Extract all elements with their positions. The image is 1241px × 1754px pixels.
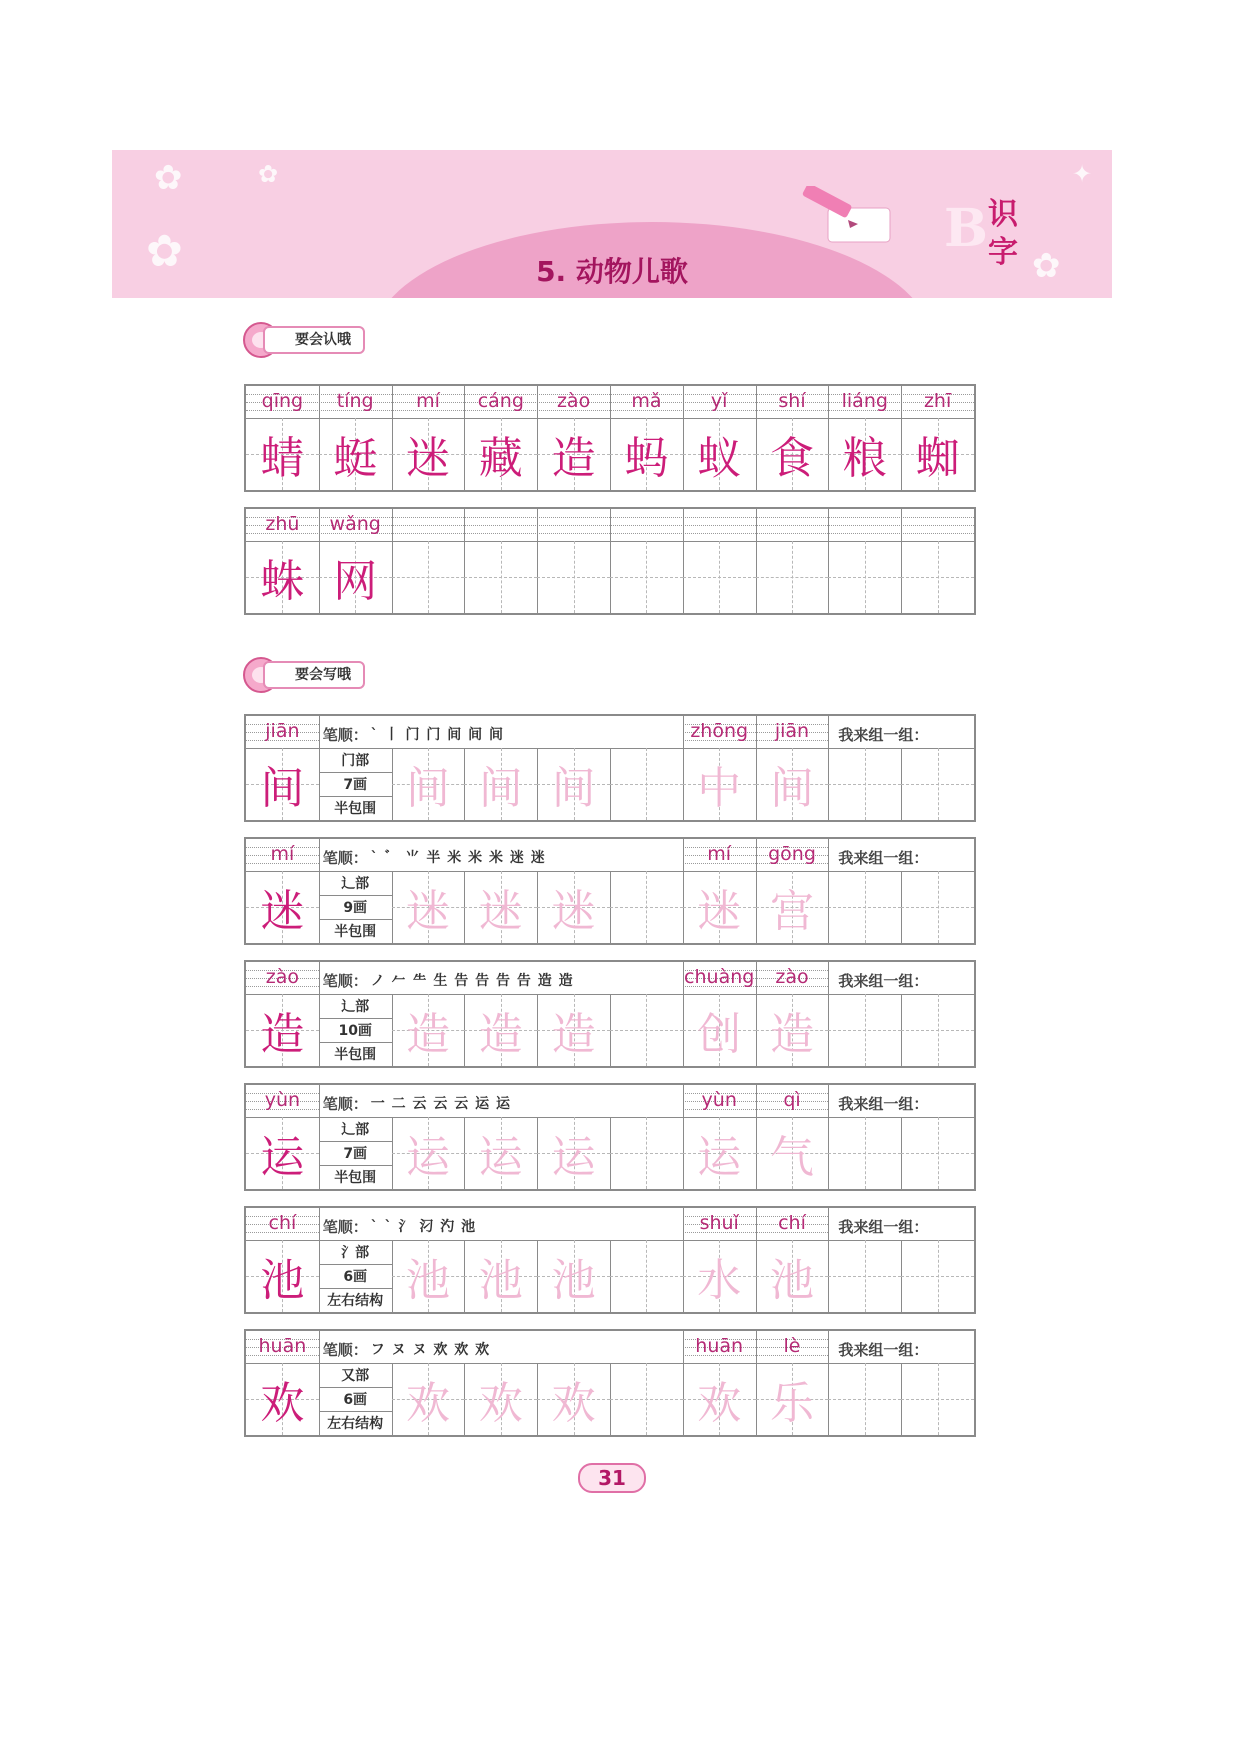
radical-label: 门部 <box>341 753 370 769</box>
pinyin-label: wǎng <box>329 513 381 535</box>
recognize-grid-row-1 <box>244 384 976 492</box>
cell-guide <box>828 784 901 785</box>
recognize-grid-row-2 <box>244 507 976 615</box>
hanzi-character: 间 <box>260 763 305 814</box>
flower-icon: ✿ <box>146 226 183 277</box>
cell-guide <box>901 1153 974 1154</box>
hanzi-character: 造 <box>260 1009 305 1060</box>
word-character-2: 乐 <box>769 1378 814 1429</box>
pinyin-label: jiān <box>265 720 300 742</box>
writing-row <box>244 1329 976 1437</box>
trace-character: 造 <box>405 1009 450 1060</box>
cell-guide <box>537 577 610 578</box>
cell-guide <box>610 1030 683 1031</box>
word-character-2: 气 <box>769 1132 814 1183</box>
trace-character: 池 <box>405 1255 450 1306</box>
word-pinyin-2: zào <box>775 966 809 988</box>
stroke-count: 7画 <box>343 1146 368 1162</box>
cell-divider <box>828 716 829 820</box>
cell-guide <box>683 577 756 578</box>
stroke-order-sequence: 一 二 云 云 云 运 运 <box>370 1096 512 1112</box>
trace-character: 运 <box>478 1132 523 1183</box>
structure-label: 左右结构 <box>327 1416 384 1432</box>
cell-guide <box>901 1276 974 1277</box>
pinyin-label: qīng <box>261 390 304 412</box>
word-character-1: 欢 <box>697 1378 742 1429</box>
hanzi-character: 食 <box>769 433 814 484</box>
cell-guide <box>610 577 683 578</box>
word-character-1: 水 <box>697 1255 742 1306</box>
pinyin-label: tíng <box>336 390 374 412</box>
trace-character: 迷 <box>478 886 523 937</box>
cell-guide <box>610 784 683 785</box>
pinyin-label: zhū <box>265 513 300 535</box>
pinyin-label: liáng <box>841 390 888 412</box>
structure-label: 半包围 <box>334 924 377 940</box>
stroke-order-label: 笔顺： <box>322 849 368 867</box>
cell-guide <box>901 784 974 785</box>
pinyin-label: zhī <box>923 390 952 412</box>
structure-label: 左右结构 <box>327 1293 384 1309</box>
cell-guide <box>392 577 465 578</box>
stroke-count: 6画 <box>343 1392 368 1408</box>
flower-icon: ✿ <box>154 158 183 198</box>
b-letter-decoration: B <box>944 198 988 259</box>
stroke-order-sequence: ` ゛ ⺌ 半 米 米 米 迷 迷 <box>370 850 546 866</box>
writing-row <box>244 960 976 1068</box>
page-number: 31 <box>578 1463 646 1493</box>
radical-label: 辶部 <box>341 1122 370 1138</box>
cell-divider <box>610 509 611 613</box>
stroke-order-label: 笔顺： <box>322 726 368 744</box>
pinyin-label: mí <box>416 390 440 412</box>
pinyin-label: yǐ <box>710 390 728 412</box>
cell-divider <box>464 509 465 613</box>
trace-character: 运 <box>405 1132 450 1183</box>
trace-character: 欢 <box>478 1378 523 1429</box>
flower-icon: ✦ <box>1072 160 1093 188</box>
hanzi-character: 运 <box>260 1132 305 1183</box>
trace-character: 造 <box>551 1009 596 1060</box>
structure-label: 半包围 <box>334 1047 377 1063</box>
unit-side-label: 识字 <box>988 197 1018 270</box>
cell-guide <box>901 1030 974 1031</box>
hanzi-character: 网 <box>333 556 378 607</box>
word-pinyin-2: lè <box>783 1335 801 1357</box>
meta-divider <box>319 1264 392 1265</box>
cell-guide <box>610 907 683 908</box>
trace-character: 欢 <box>405 1378 450 1429</box>
structure-label: 半包围 <box>334 1170 377 1186</box>
stroke-order-sequence: ノ 𠂉 ⺧ 生 告 告 告 告 造 造 <box>370 973 574 989</box>
writing-row <box>244 1206 976 1314</box>
cell-guide <box>464 577 537 578</box>
stroke-order-label: 笔顺： <box>322 1341 368 1359</box>
cell-guide <box>901 1399 974 1400</box>
word-practice-label: 我来组一组： <box>838 1095 929 1113</box>
cell-divider <box>828 1208 829 1312</box>
cell-divider <box>828 1331 829 1435</box>
meta-divider <box>319 1042 392 1043</box>
cell-guide <box>901 577 974 578</box>
word-practice-label: 我来组一组： <box>838 726 929 744</box>
meta-divider <box>319 1288 392 1289</box>
word-pinyin-1: zhōng <box>690 720 749 742</box>
cell-divider <box>828 962 829 1066</box>
stroke-order-sequence: フ ヌ ヌ 欢 欢 欢 <box>370 1342 491 1358</box>
pinyin-label: shí <box>778 390 806 412</box>
radical-label: 辶部 <box>341 999 370 1015</box>
lesson-title: 5. 动物儿歌 <box>536 255 688 288</box>
hanzi-character: 欢 <box>260 1378 305 1429</box>
stroke-order-label: 笔顺： <box>322 1095 368 1113</box>
cell-guide <box>756 577 829 578</box>
pinyin-label: cáng <box>477 390 524 412</box>
cell-guide <box>828 1153 901 1154</box>
hanzi-character: 蚁 <box>697 433 742 484</box>
word-character-2: 造 <box>769 1009 814 1060</box>
hanzi-character: 迷 <box>260 886 305 937</box>
trace-character: 池 <box>551 1255 596 1306</box>
writing-row <box>244 1083 976 1191</box>
cell-guide <box>901 907 974 908</box>
cell-divider <box>756 509 757 613</box>
cell-divider <box>901 509 902 613</box>
hanzi-character: 蚂 <box>624 433 669 484</box>
trace-character: 运 <box>551 1132 596 1183</box>
word-practice-label: 我来组一组： <box>838 849 929 867</box>
hanzi-character: 粮 <box>842 433 887 484</box>
hanzi-character: 迷 <box>405 433 450 484</box>
writing-row <box>244 714 976 822</box>
meta-divider <box>319 772 392 773</box>
trace-character: 间 <box>405 763 450 814</box>
meta-divider <box>319 1387 392 1388</box>
radical-label: 辶部 <box>341 876 370 892</box>
stroke-count: 9画 <box>343 900 368 916</box>
flower-icon: ✿ <box>1032 246 1061 286</box>
pinyin-label: mí <box>270 843 295 865</box>
hanzi-character: 蛛 <box>260 556 305 607</box>
word-practice-label: 我来组一组： <box>838 1218 929 1236</box>
word-practice-label: 我来组一组： <box>838 1341 929 1359</box>
word-character-1: 创 <box>697 1009 742 1060</box>
hanzi-character: 池 <box>260 1255 305 1306</box>
word-pinyin-2: gōng <box>768 843 816 865</box>
word-pinyin-1: chuàng <box>684 966 755 988</box>
trace-character: 间 <box>478 763 523 814</box>
word-pinyin-1: mí <box>707 843 732 865</box>
word-practice-label: 我来组一组： <box>838 972 929 990</box>
cell-guide <box>828 1276 901 1277</box>
word-pinyin-1: shuǐ <box>699 1212 739 1234</box>
hanzi-character: 藏 <box>478 433 523 484</box>
pinyin-label: mǎ <box>631 390 662 412</box>
word-pinyin-2: qì <box>783 1089 801 1111</box>
trace-character: 欢 <box>551 1378 596 1429</box>
stroke-order-sequence: ` ` 氵 汈 汋 池 <box>370 1219 477 1235</box>
stroke-count: 7画 <box>343 777 368 793</box>
radical-label: 又部 <box>341 1368 370 1384</box>
cell-guide <box>610 1276 683 1277</box>
cell-divider <box>828 839 829 943</box>
word-character-1: 运 <box>697 1132 742 1183</box>
hanzi-character: 蜘 <box>915 433 960 484</box>
word-character-2: 宫 <box>769 886 814 937</box>
writing-row <box>244 837 976 945</box>
cell-divider <box>392 509 393 613</box>
word-character-1: 迷 <box>697 886 742 937</box>
stroke-order-label: 笔顺： <box>322 1218 368 1236</box>
section-title: 要会认哦 <box>263 326 365 354</box>
cell-divider <box>683 509 684 613</box>
word-character-2: 池 <box>769 1255 814 1306</box>
word-pinyin-2: jiān <box>774 720 810 742</box>
meta-divider <box>319 1411 392 1412</box>
trace-character: 迷 <box>405 886 450 937</box>
word-pinyin-1: yùn <box>701 1089 737 1111</box>
word-pinyin-1: huān <box>695 1335 744 1357</box>
meta-divider <box>319 796 392 797</box>
flower-icon: ✿ <box>258 160 279 188</box>
pinyin-label: zào <box>556 390 591 412</box>
stroke-order-sequence: ` 丨 门 门 间 间 间 <box>370 727 505 743</box>
pinyin-label: huān <box>258 1335 307 1357</box>
word-pinyin-2: chí <box>778 1212 806 1234</box>
stroke-order-label: 笔顺： <box>322 972 368 990</box>
stroke-count: 6画 <box>343 1269 368 1285</box>
trace-character: 间 <box>551 763 596 814</box>
pinyin-label: chí <box>268 1212 297 1234</box>
lesson-banner <box>112 150 1112 298</box>
cell-guide <box>828 907 901 908</box>
hanzi-character: 蜓 <box>333 433 378 484</box>
meta-divider <box>319 1018 392 1019</box>
stroke-count: 10画 <box>338 1023 372 1039</box>
cell-divider <box>828 509 829 613</box>
trace-character: 迷 <box>551 886 596 937</box>
cell-guide <box>828 1399 901 1400</box>
pinyin-label: zào <box>265 966 300 988</box>
cell-guide <box>610 1153 683 1154</box>
pinyin-label: yùn <box>264 1089 301 1111</box>
trace-character: 造 <box>478 1009 523 1060</box>
cell-divider <box>828 1085 829 1189</box>
cell-guide <box>828 577 901 578</box>
meta-divider <box>319 919 392 920</box>
hanzi-character: 造 <box>551 433 596 484</box>
hanzi-character: 蜻 <box>260 433 305 484</box>
cell-divider <box>537 509 538 613</box>
pencil-icon <box>798 186 898 246</box>
cell-guide <box>828 1030 901 1031</box>
structure-label: 半包围 <box>334 801 377 817</box>
cell-guide <box>610 1399 683 1400</box>
trace-character: 池 <box>478 1255 523 1306</box>
section-title: 要会写哦 <box>263 661 365 689</box>
meta-divider <box>319 1141 392 1142</box>
meta-divider <box>319 1165 392 1166</box>
meta-divider <box>319 895 392 896</box>
radical-label: 氵部 <box>341 1245 370 1261</box>
word-character-2: 间 <box>769 763 814 814</box>
word-character-1: 中 <box>697 763 742 814</box>
